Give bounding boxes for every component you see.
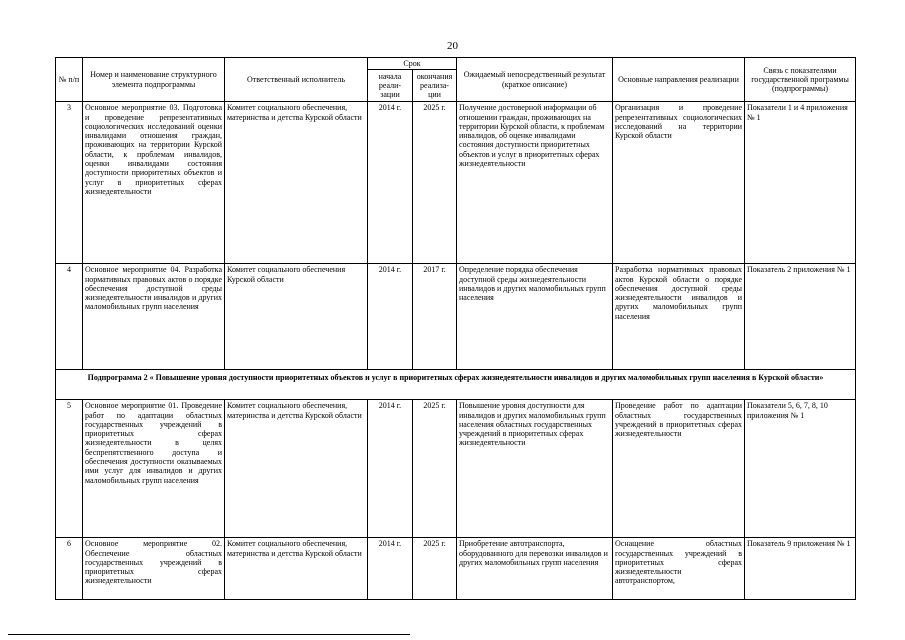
row-end: 2025 г. xyxy=(413,102,457,264)
header-link: Связь с показателями государственной программы (подпрограммы) xyxy=(745,58,856,102)
row-link: Показатели 1 и 4 приложения № 1 xyxy=(745,102,856,264)
header-result: Ожидаемый непосредственный результат (краткое описание) xyxy=(457,58,613,102)
row-end: 2025 г. xyxy=(413,400,457,538)
header-name: Номер и наименование структурного элемента подпрограммы xyxy=(83,58,225,102)
header-end: окончания реализа-ции xyxy=(413,70,457,102)
row-executor: Комитет социального обеспечения, материнства и детства Курской области xyxy=(225,102,368,264)
table-row xyxy=(56,400,856,538)
row-start: 2014 г. xyxy=(368,264,413,370)
row-directions: Оснащение областных государственных учреждений в приоритетных сферах жизнедеятельности автотранспортом, xyxy=(613,538,745,600)
table-row xyxy=(56,102,856,264)
row-link: Показатели 5, 6, 7, 8, 10 приложения № 1 xyxy=(745,400,856,538)
program-table xyxy=(55,57,856,600)
row-start: 2014 г. xyxy=(368,102,413,264)
row-end: 2017 г. xyxy=(413,264,457,370)
row-directions: Разработка нормативных правовых актов Курской области о порядке обеспечения доступной среды жизнедеятельности инвалидов и других маломобильных групп населения xyxy=(613,264,745,370)
row-name: Основное мероприятие 04. Разработка нормативных правовых актов о порядке обеспечения доступной среды жизнедеятельности инвалидов и других маломобильных групп населения xyxy=(83,264,225,370)
table-row xyxy=(56,538,856,600)
row-end: 2025 г. xyxy=(413,538,457,600)
table-row xyxy=(56,264,856,370)
header-start: начала реали-зации xyxy=(368,70,413,102)
row-name: Основное мероприятие 02. Обеспечение областных государственных учреждений в приоритетных сферах жизнедеятельности xyxy=(83,538,225,600)
row-num: 6 xyxy=(56,538,83,600)
page-number: 20 xyxy=(447,40,458,52)
row-num: 3 xyxy=(56,102,83,264)
row-directions: Организация и проведение репрезентативных социологических исследований на территории Курской области xyxy=(613,102,745,264)
row-name: Основное мероприятие 01. Проведение работ по адаптации областных государственных учреждений в приоритетных сферах жизнедеятельности в целях беспрепятственного доступа и обеспечения доступности оказываемых ими услуг для инвалидов и других маломобильных групп населения xyxy=(83,400,225,538)
header-directions: Основные направления реализации xyxy=(613,58,745,102)
header-num: № п/п xyxy=(56,58,83,102)
row-result: Повышение уровня доступности для инвалидов и других маломобильных групп населения областных государственных учреждений в приоритетных сферах жизнедеятельности xyxy=(457,400,613,538)
row-name: Основное мероприятие 03. Подготовка и проведение репрезентативных социологических исследований оценки инвалидами отношения граждан, проживающих на территории Курской области, к проблемам инвалидов, оценки инвалидами состояния доступности приоритетных объектов и услуг в приоритетных сферах жизнедеятельности xyxy=(83,102,225,264)
row-start: 2014 г. xyxy=(368,538,413,600)
header-term: Срок xyxy=(368,58,457,70)
row-executor: Комитет социального обеспечения, материнства и детства Курской области xyxy=(225,400,368,538)
subprogram-title: Подпрограмма 2 « Повышение уровня доступности приоритетных объектов и услуг в приоритетных сферах жизнедеятельности инвалидов и других маломобильных групп населения в Курской области» xyxy=(56,370,856,400)
row-directions: Проведение работ по адаптации областных государственных учреждений в приоритетных сферах жизнедеятельности xyxy=(613,400,745,538)
row-executor: Комитет социального обеспечения Курской области xyxy=(225,264,368,370)
row-result: Получение достоверной информации об отношении граждан, проживающих на территории Курской области, к проблемам инвалидов, об оценке инвалидами состояния доступности приоритетных объектов и услуг в приоритетных сферах жизнедеятельности xyxy=(457,102,613,264)
row-num: 4 xyxy=(56,264,83,370)
row-start: 2014 г. xyxy=(368,400,413,538)
row-link: Показатель 9 приложения № 1 xyxy=(745,538,856,600)
subprogram-row xyxy=(56,370,856,400)
row-num: 5 xyxy=(56,400,83,538)
row-link: Показатель 2 приложения № 1 xyxy=(745,264,856,370)
row-executor: Комитет социального обеспечения, материнства и детства Курской области xyxy=(225,538,368,600)
row-result: Приобретение автотранспорта, оборудованного для перевозки инвалидов и других маломобильных групп населения xyxy=(457,538,613,600)
footer-divider xyxy=(8,634,410,635)
header-executor: Ответственный исполнитель xyxy=(225,58,368,102)
row-result: Определение порядка обеспечения доступной среды жизнедеятельности инвалидов и других маломобильных групп населения xyxy=(457,264,613,370)
